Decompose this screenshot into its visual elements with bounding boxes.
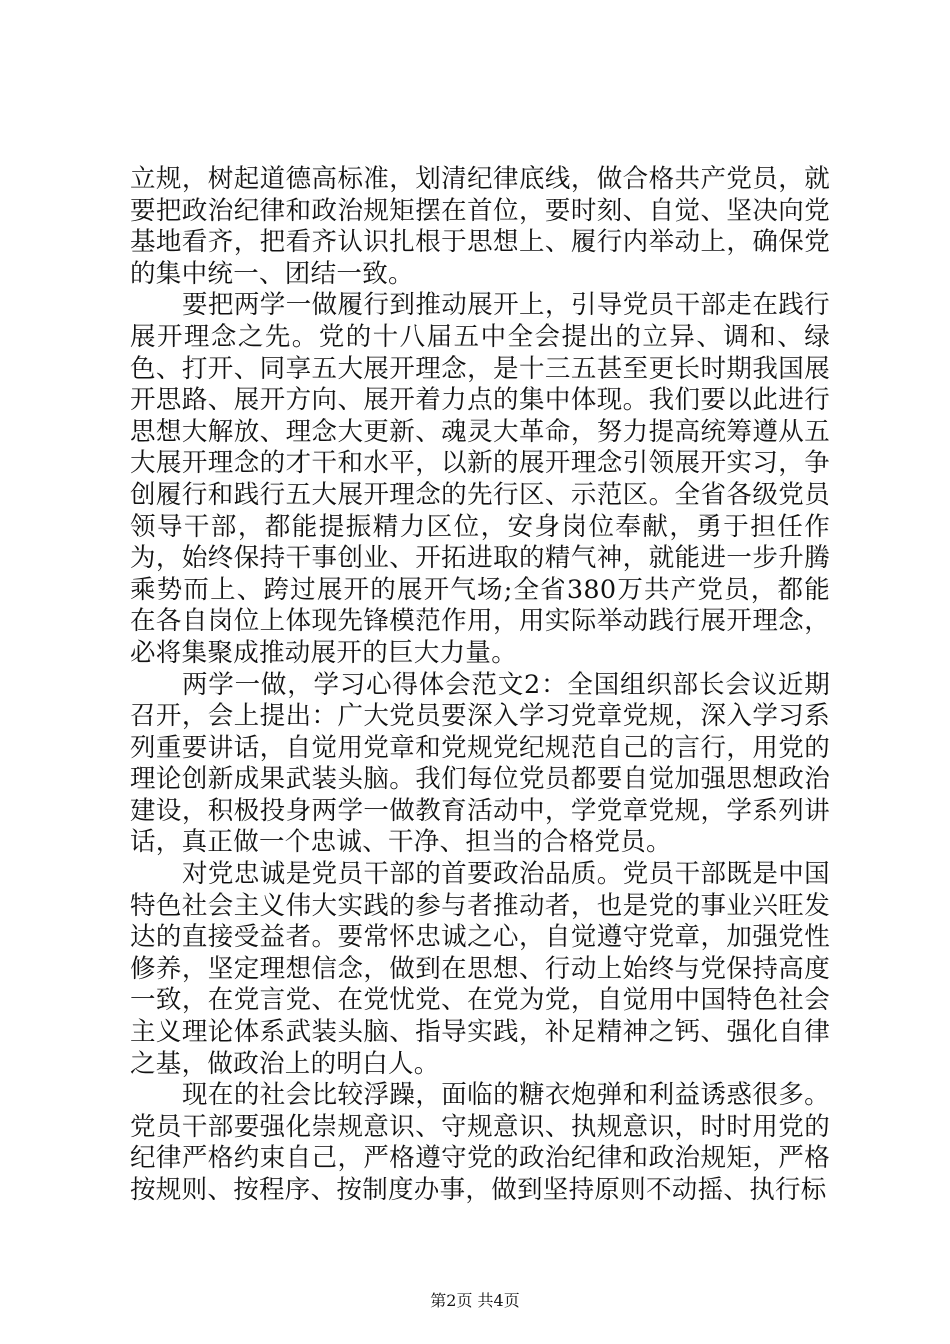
document-body — [130, 164, 830, 1207]
page-number-indicator: 第2页 共4页 — [430, 1291, 520, 1310]
paragraph-1: 立规，树起道德高标准，划清纪律底线，做合格共产党员，就要把政治纪律和政治规矩摆在首位，要时刻、自觉、坚决向党基地看齐，把看齐认识扎根于思想上、履行内举动上，确保党的集中统一、团结一致。 — [130, 164, 830, 289]
page-footer — [0, 1291, 950, 1311]
paragraph-4: 对党忠诚是党员干部的首要政治品质。党员干部既是中国特色社会主义伟大实践的参与者推动者，也是党的事业兴旺发达的直接受益者。要常怀忠诚之心，自觉遵守党章，加强党性修养，坚定理想信念，做到在思想、行动上始终与党保持高度一致，在党言党、在党忧党、在党为党，自觉用中国特色社会主义理论体系武装头脑、指导实践，补足精神之钙、强化自律之基，做政治上的明白人。 — [130, 859, 830, 1079]
paragraph-2: 要把两学一做履行到推动展开上，引导党员干部走在践行展开理念之先。党的十八届五中全会提出的立异、调和、绿色、打开、同享五大展开理念，是十三五甚至更长时期我国展开思路、展开方向、展开着力点的集中体现。我们要以此进行思想大解放、理念大更新、魂灵大革命，努力提高统筹遵从五大展开理念的才干和水平，以新的展开理念引领展开实习，争创履行和践行五大展开理念的先行区、示范区。全省各级党员领导干部，都能提振精力区位，安身岗位奉献，勇于担任作为，始终保持干事创业、开拓进取的精气神，就能进一步升腾乘势而上、跨过展开的展开气场;全省380万共产党员，都能在各自岗位上体现先锋模范作用，用实际举动践行展开理念，必将集聚成推动展开的巨大力量。 — [130, 290, 830, 668]
paragraph-3: 两学一做，学习心得体会范文2：全国组织部长会议近期召开，会上提出：广大党员要深入学习党章党规，深入学习系列重要讲话，自觉用党章和党规党纪规范自己的言行，用党的理论创新成果武装头脑。我们每位党员都要自觉加强思想政治建设，积极投身两学一做教育活动中，学党章党规，学系列讲话，真正做一个忠诚、干净、担当的合格党员。 — [130, 669, 830, 858]
paragraph-5: 现在的社会比较浮躁，面临的糖衣炮弹和利益诱惑很多。党员干部要强化崇规意识、守规意识、执规意识，时时用党的纪律严格约束自己，严格遵守党的政治纪律和政治规矩，严格按规则、按程序、按制度办事，做到坚持原则不动摇、执行标 — [130, 1080, 830, 1205]
